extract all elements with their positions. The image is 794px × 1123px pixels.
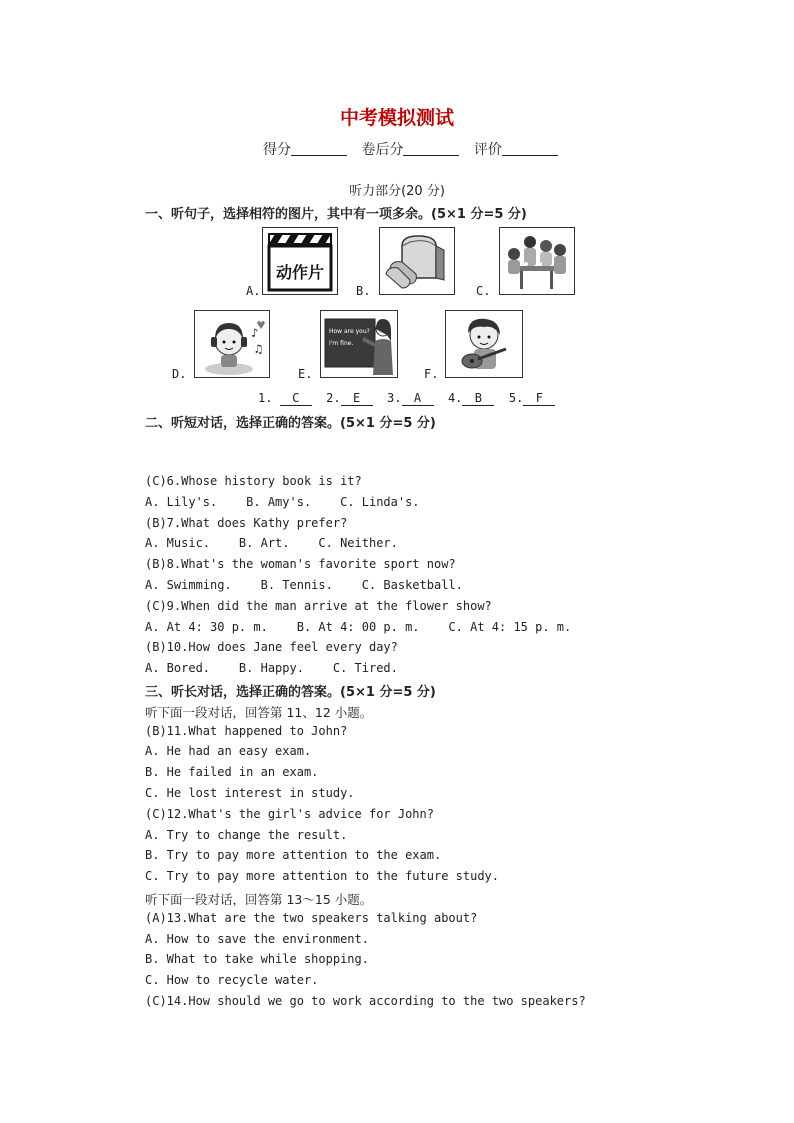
answer-number: 3.	[387, 391, 402, 405]
options-line: A. At 4: 30 p. m. B. At 4: 00 p. m. C. At 4: 15 p. m.	[145, 620, 572, 634]
options-line: A. Lily's. B. Amy's. C. Linda's.	[145, 495, 420, 509]
family-dinner-icon	[499, 227, 575, 295]
score-blank	[291, 141, 347, 156]
page-title: 中考模拟测试	[339, 107, 454, 129]
picture-f-label: F.	[424, 367, 439, 381]
answer-number: 1.	[258, 391, 273, 405]
section2-heading: 二、听短对话，选择正确的答案。(5×1 分=5 分)	[145, 416, 436, 431]
options-line: A. Music. B. Art. C. Neither.	[145, 536, 398, 550]
question-line: (B)11.What happened to John?	[145, 724, 348, 738]
answer-blank: F	[523, 391, 555, 406]
board-text-2: I'm fine.	[329, 340, 354, 347]
option-line: B. Try to pay more attention to the exam.	[145, 848, 442, 862]
picture-b-label: B.	[356, 284, 371, 298]
evaluation-label: 评价	[473, 142, 502, 158]
options-line: A. Bored. B. Happy. C. Tired.	[145, 661, 398, 675]
question-line: (C)12.What's the girl's advice for John?	[145, 807, 434, 821]
evaluation-blank	[502, 141, 558, 156]
answer-blank: A	[402, 391, 434, 406]
picture-c-label: C.	[476, 284, 491, 298]
bread-icon	[379, 227, 455, 295]
listening-section-title: 听力部分(20 分)	[349, 184, 445, 199]
options-line: A. Swimming. B. Tennis. C. Basketball.	[145, 578, 463, 592]
section1-answers	[258, 391, 555, 406]
option-line: A. How to save the environment.	[145, 932, 369, 946]
question-line: (C)14.How should we go to work according to the two speakers?	[145, 994, 586, 1008]
picture-d-label: D.	[172, 367, 187, 381]
answer-blank: B	[462, 391, 494, 406]
clapper-caption: 动作片	[275, 263, 325, 282]
question-line: (C)6.Whose history book is it?	[145, 474, 362, 488]
option-line: C. He lost interest in study.	[145, 786, 355, 800]
answer-number: 2.	[326, 391, 341, 405]
dialogue-intro: 听下面一段对话，回答第 13～15 小题。	[145, 892, 373, 907]
section1-heading: 一、听句子，选择相符的图片，其中有一项多余。(5×1 分=5 分)	[145, 207, 527, 222]
answer-blank: C	[280, 391, 312, 406]
option-line: C. How to recycle water.	[145, 973, 319, 987]
board-text-1: How are you?	[329, 328, 370, 335]
question-line: (B)8.What's the woman's favorite sport now?	[145, 557, 456, 571]
teacher-blackboard-icon	[320, 310, 398, 378]
svg-text:♫: ♫	[255, 342, 263, 356]
dialogue-intro: 听下面一段对话，回答第 11、12 小题。	[145, 705, 373, 720]
option-line: C. Try to pay more attention to the future study.	[145, 869, 500, 883]
answer-blank: E	[341, 391, 373, 406]
question-line: (C)9.When did the man arrive at the flower show?	[145, 599, 492, 613]
score-label: 得分	[263, 142, 291, 158]
final-score-label: 卷后分	[361, 142, 404, 158]
boy-guitar-icon	[445, 310, 523, 378]
option-line: A. He had an easy exam.	[145, 744, 312, 758]
score-line	[263, 139, 568, 159]
section3-heading: 三、听长对话，选择正确的答案。(5×1 分=5 分)	[145, 685, 436, 700]
svg-text:♪: ♪	[251, 326, 259, 340]
answer-number: 5.	[508, 391, 524, 405]
question-line: (B)10.How does Jane feel every day?	[145, 640, 398, 654]
option-line: A. Try to change the result.	[145, 828, 348, 842]
final-score-blank	[403, 141, 459, 156]
option-line: B. What to take while shopping.	[145, 952, 369, 966]
picture-e-label: E.	[298, 367, 313, 381]
answer-number: 4.	[447, 391, 463, 405]
girl-music-icon	[194, 310, 270, 378]
question-line: (B)7.What does Kathy prefer?	[145, 516, 348, 530]
option-line: B. He failed in an exam.	[145, 765, 319, 779]
question-line: (A)13.What are the two speakers talking about?	[145, 911, 478, 925]
picture-a-label: A.	[246, 284, 261, 298]
movie-clapper-icon	[262, 227, 338, 295]
